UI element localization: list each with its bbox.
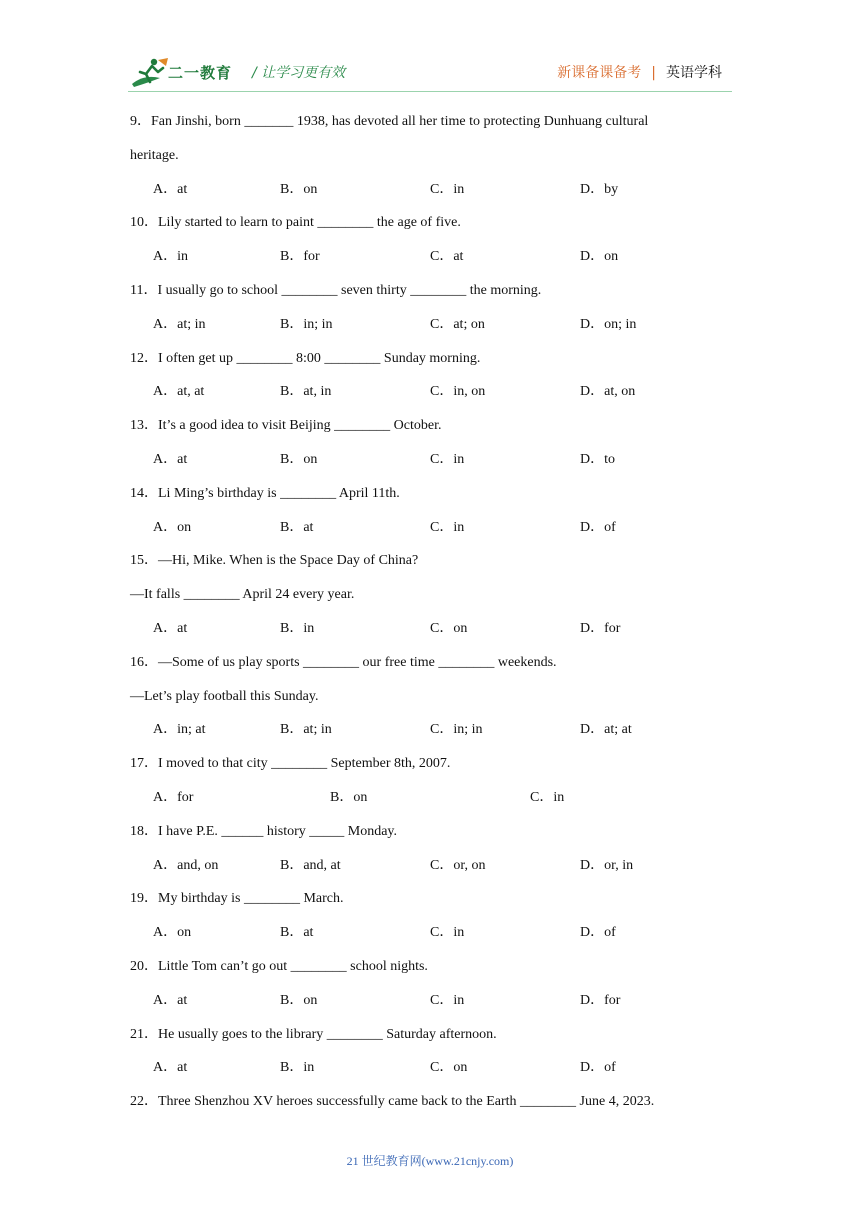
page-footer: 21 世纪教育网(www.21cnjy.com) xyxy=(346,1154,514,1168)
option-d: D．or, in xyxy=(580,857,634,873)
option-a: A．in; at xyxy=(153,722,206,738)
options-row xyxy=(130,916,730,950)
option-c: C．on xyxy=(430,1060,468,1076)
option-d: D．at, on xyxy=(580,384,636,400)
option-d: D．on; in xyxy=(580,316,637,332)
option-b: B．and, at xyxy=(280,857,341,873)
option-a: A．at xyxy=(153,992,188,1008)
option-d: D．for xyxy=(580,992,621,1008)
options-row xyxy=(130,240,730,274)
header-divider xyxy=(128,91,732,92)
option-c: C．at; on xyxy=(430,316,485,332)
question-line: —Let’s play football this Sunday. xyxy=(130,688,319,704)
option-d: D．for xyxy=(580,620,621,636)
options-row xyxy=(130,713,730,747)
option-d: D．of xyxy=(580,925,616,941)
option-b: B．for xyxy=(280,249,320,265)
option-a: A．at xyxy=(153,620,188,636)
option-a: A．at xyxy=(153,181,188,197)
question-stem: 17．I moved to that city ________ September 8th, 2007. xyxy=(130,756,451,772)
option-a: A．at, at xyxy=(153,384,205,400)
option-c: C．in xyxy=(430,181,465,197)
question-stem: 14．Li Ming’s birthday is ________ April 11th. xyxy=(130,485,400,501)
option-c: C．in xyxy=(430,451,465,467)
option-d: D．on xyxy=(580,249,619,265)
question-stem: 18．I have P.E. ______ history _____ Monday. xyxy=(130,823,398,839)
option-c: C．or, on xyxy=(430,857,486,873)
option-d: D．of xyxy=(580,519,616,535)
option-c: C．in xyxy=(430,519,465,535)
question-stem: 16．—Some of us play sports ________ our free time ________ weekends. xyxy=(130,654,557,670)
option-b: B．on xyxy=(280,992,318,1008)
option-a: A．in xyxy=(153,249,188,265)
option-c: C．in; in xyxy=(430,722,483,738)
page-header xyxy=(0,0,860,100)
option-b: B．on xyxy=(330,789,368,805)
logo xyxy=(130,56,250,90)
course-label: 新课备课备考 xyxy=(557,65,642,81)
question-stem: 20．Little Tom can’t go out ________ school nights. xyxy=(130,958,428,974)
question-stem: 15．—Hi, Mike. When is the Space Day of China? xyxy=(130,553,419,569)
slogan: / 让学习更有效 xyxy=(252,65,346,81)
option-b: B．at xyxy=(280,925,314,941)
option-c: C．in xyxy=(530,789,565,805)
options-row xyxy=(130,1051,730,1085)
question-stem: 13．It’s a good idea to visit Beijing ________ October. xyxy=(130,418,442,434)
question-list xyxy=(130,105,730,1119)
option-d: D．to xyxy=(580,451,615,467)
question-stem: 10．Lily started to learn to paint ________ the age of five. xyxy=(130,215,461,231)
question-line: heritage. xyxy=(130,147,179,163)
options-row xyxy=(130,511,730,545)
option-c: C．in, on xyxy=(430,384,486,400)
logo-text: 二一教育 xyxy=(168,64,233,82)
options-row xyxy=(130,173,730,207)
question-stem: 11．I usually go to school ________ seven thirty ________ the morning. xyxy=(130,282,542,298)
header-separator: | xyxy=(651,65,656,81)
option-c: C．in xyxy=(430,992,465,1008)
option-a: A．on xyxy=(153,519,192,535)
option-c: C．in xyxy=(430,925,465,941)
option-b: B．at xyxy=(280,519,314,535)
runner-logo-icon xyxy=(130,56,170,90)
option-b: B．at, in xyxy=(280,384,332,400)
options-row xyxy=(130,612,730,646)
option-d: D．of xyxy=(580,1060,616,1076)
option-a: A．and, on xyxy=(153,857,219,873)
option-b: B．in; in xyxy=(280,316,333,332)
option-b: B．at; in xyxy=(280,722,332,738)
question-line: —It falls ________ April 24 every year. xyxy=(130,587,355,603)
options-row xyxy=(130,308,730,342)
header-right xyxy=(557,62,722,82)
question-stem: 22．Three Shenzhou XV heroes successfully came back to the Earth ________ June 4, 2023. xyxy=(130,1094,655,1110)
question-stem: 21．He usually goes to the library ________ Saturday afternoon. xyxy=(130,1026,497,1042)
option-b: B．on xyxy=(280,181,318,197)
option-a: A．on xyxy=(153,925,192,941)
option-a: A．at xyxy=(153,451,188,467)
question-stem: 9．Fan Jinshi, born _______ 1938, has devoted all her time to protecting Dunhuang cultural xyxy=(130,114,649,129)
option-b: B．in xyxy=(280,1060,315,1076)
option-c: C．on xyxy=(430,620,468,636)
option-c: C．at xyxy=(430,249,464,265)
option-b: B．in xyxy=(280,620,315,636)
options-row xyxy=(130,984,730,1018)
options-row xyxy=(130,781,730,815)
option-d: D．at; at xyxy=(580,722,632,738)
options-row xyxy=(130,375,730,409)
option-a: A．at; in xyxy=(153,316,206,332)
option-a: A．at xyxy=(153,1060,188,1076)
subject-label: 英语学科 xyxy=(666,65,722,81)
options-row xyxy=(130,849,730,883)
option-a: A．for xyxy=(153,789,194,805)
option-b: B．on xyxy=(280,451,318,467)
question-stem: 19．My birthday is ________ March. xyxy=(130,891,344,907)
options-row xyxy=(130,443,730,477)
option-d: D．by xyxy=(580,181,619,197)
question-stem: 12．I often get up ________ 8:00 ________ Sunday morning. xyxy=(130,350,481,366)
